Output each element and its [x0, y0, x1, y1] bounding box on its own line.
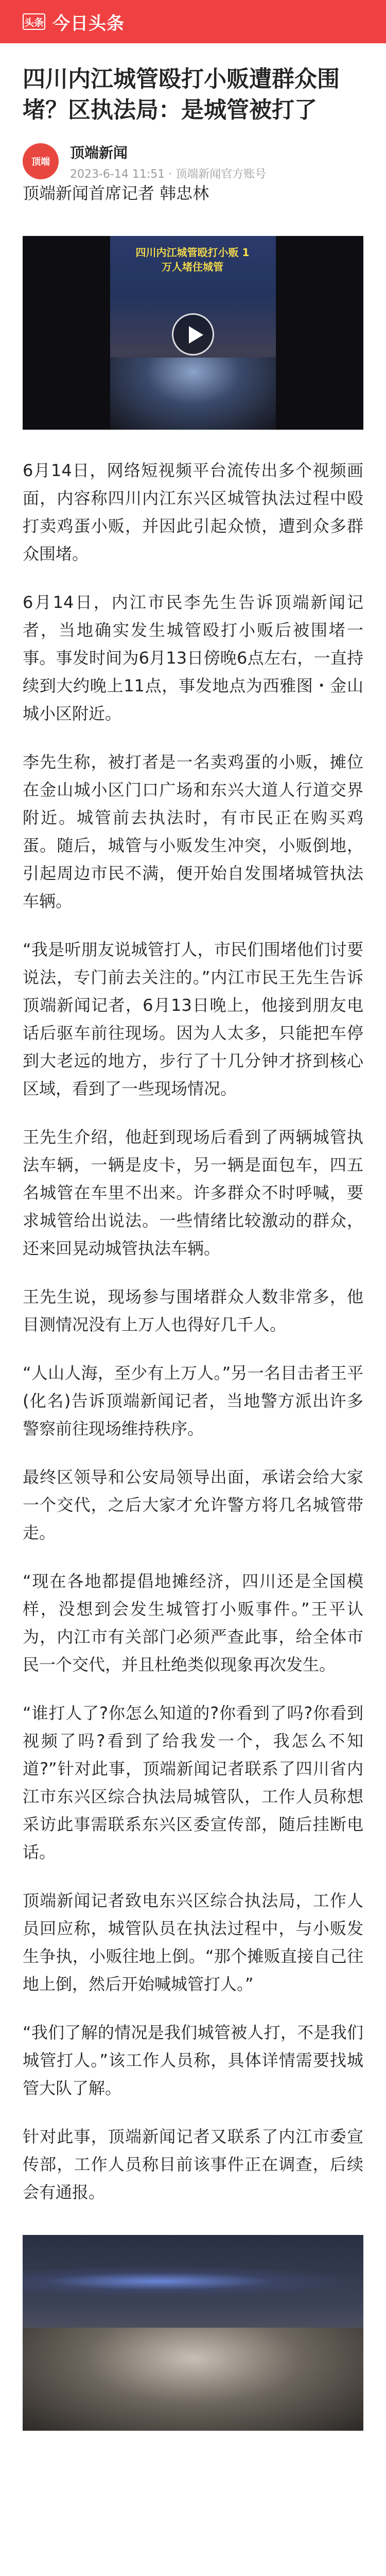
video-caption: 四川内江城管殴打小贩 1万人堵住城管 — [135, 246, 250, 273]
article-photo[interactable] — [23, 2235, 363, 2431]
paragraph-5: 王先生介绍，他赶到现场后看到了两辆城管执法车辆，一辆是皮卡，另一辆是面包车，四五名城管在车里不出来。许多群众不时呼喊，要求城管给出说法。一些情绪比较激动的群众，还来回晃动城管执法车辆。 — [23, 1127, 363, 1258]
author-meta: 2023-6-14 11:51 · 顶端新闻官方账号 — [70, 167, 267, 181]
byline: 顶端新闻首席记者 韩忠林 — [23, 183, 209, 203]
paragraph-9: “现在各地都提倡地摊经济，四川还是全国模样，没想到会发生城管打小贩事件。”王平认为，内江市有关部门必须严查此事，给全体市民一个交代，并且杜绝类似现象再次发生。 — [23, 1571, 363, 1674]
avatar[interactable]: 顶端 — [23, 143, 59, 179]
paragraph-2: 6月14日，内江市民李先生告诉顶端新闻记者，当地确实发生城管殴打小贩后被围堵一事。事发时间为6月13日傍晚6点左右，一直持续到大约晚上11点，事发地点为西雅图・金山城小区附近。 — [23, 592, 363, 723]
app-logo-badge[interactable]: 头条 — [23, 13, 45, 30]
app-logo-name[interactable]: 今日头条 — [52, 13, 125, 34]
author-info — [70, 142, 266, 181]
photo-crowd — [23, 2328, 363, 2431]
paragraph-8: 最终区领导和公安局领导出面，承诺会给大家一个交代，之后大家才允许警方将几名城管带走。 — [23, 1467, 363, 1543]
top-bar — [0, 0, 386, 43]
author-row[interactable] — [0, 126, 386, 179]
paragraph-10: “谁打人了?你怎么知道的?你看到了吗?你看到视频了吗?看到了给我发一个，我怎么不知道?”针对此事，顶端新闻记者联系了四川省内江市东兴区综合执法局城管队，工作人员称想采访此事需联系东兴区委宣传部，随后挂断电话。 — [23, 1703, 363, 1862]
author-name[interactable]: 顶端新闻 — [70, 144, 128, 161]
photo-lights — [23, 2266, 363, 2297]
paragraph-3: 李先生称，被打者是一名卖鸡蛋的小贩，摊位在金山城小区门口广场和东兴大道人行道交界附近。城管前去执法时，有市民正在购买鸡蛋。随后，城管与小贩发生冲突，小贩倒地，引起周边市民不满，便开始自发围堵城管执法车辆。 — [23, 752, 363, 911]
paragraph-11: 顶端新闻记者致电东兴区综合执法局，工作人员回应称，城管队员在执法过程中，与小贩发生争执，小贩往地上倒。“那个摊贩直接自己往地上倒，然后开始喊城管打人。” — [23, 1891, 363, 1994]
video-crowd-image — [110, 358, 276, 430]
paragraph-6: 王先生说，现场参与围堵群众人数非常多，他目测情况没有上万人也得好几千人。 — [23, 1287, 363, 1334]
paragraph-13: 针对此事，顶端新闻记者又联系了内江市委宣传部，工作人员称目前该事件正在调查，后续会有通报。 — [23, 2127, 363, 2202]
paragraph-7: “人山人海，至少有上万人。”另一名目击者王平(化名)告诉顶端新闻记者，当地警方派出许多警察前往现场维持秩序。 — [23, 1363, 363, 1438]
video-player[interactable] — [23, 236, 363, 430]
paragraph-1: 6月14日，网络短视频平台流传出多个视频画面，内容称四川内江东兴区城管执法过程中殴打卖鸡蛋小贩，并因此引起众愤，遭到众多群众围堵。 — [23, 461, 363, 564]
paragraph-12: “我们了解的情况是我们城管被人打，不是我们城管打人。”该工作人员称，具体详情需要找城管大队了解。 — [23, 2023, 363, 2098]
paragraph-4: “我是听朋友说城管打人，市民们围堵他们讨要说法，专门前去关注的。”内江市民王先生告诉顶端新闻记者，6月13日晚上，他接到朋友电话后驱车前往现场。因为人太多，只能把车停到大老远的地方，步行了十几分钟才挤到核心区域，看到了一些现场情况。 — [23, 940, 363, 1098]
play-icon[interactable] — [172, 313, 214, 355]
article-title: 四川内江城管殴打小贩遭群众围堵？区执法局：是城管被打了 — [23, 66, 340, 123]
